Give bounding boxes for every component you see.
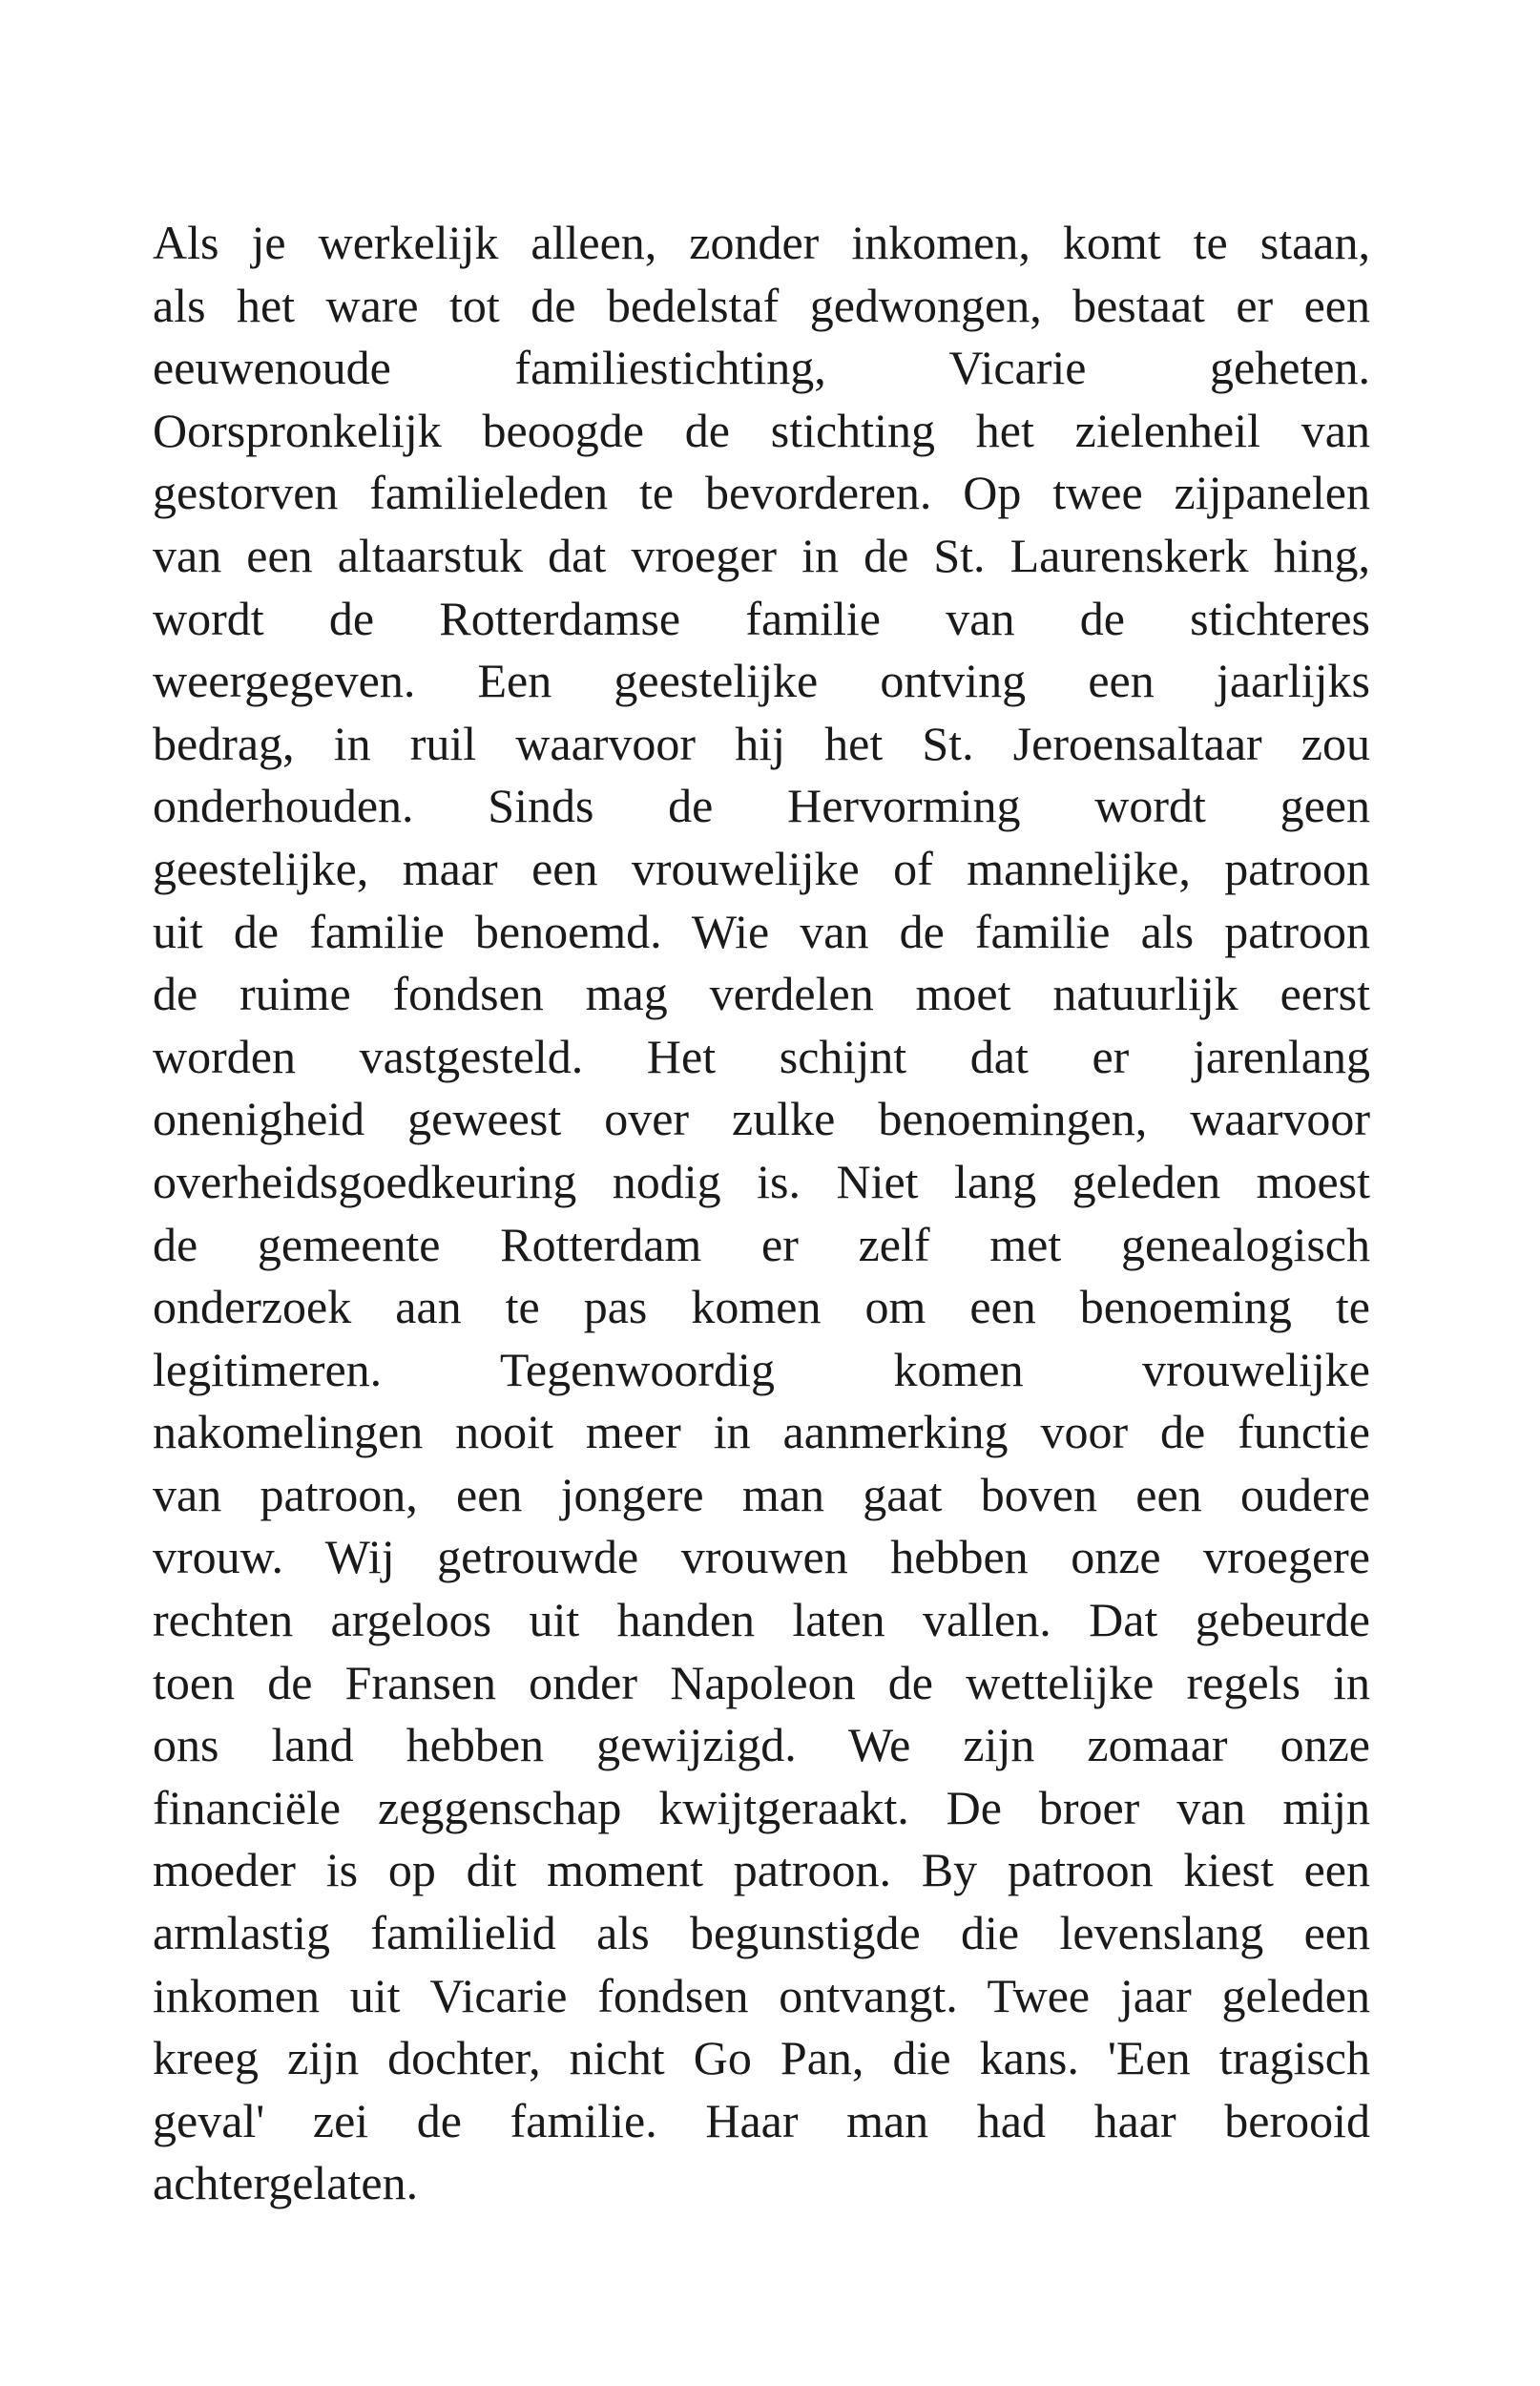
text-line: achtergelaten. <box>153 2156 419 2210</box>
text-line: onenigheid geweest over zulke benoemingen, waarvoor <box>153 1092 1370 1146</box>
text-line: vrouw. Wij getrouwde vrouwen hebben onze vroegere <box>153 1530 1370 1584</box>
text-line: financiële zeggenschap kwijtgeraakt. De broer van mijn <box>153 1780 1370 1834</box>
text-line: moeder is op dit moment patroon. By patroon kiest een <box>153 1843 1370 1897</box>
text-line: wordt de Rotterdamse familie van de stichteres <box>153 591 1370 645</box>
text-line: gestorven familieleden te bevorderen. Op twee zijpanelen <box>153 466 1370 520</box>
text-line: inkomen uit Vicarie fondsen ontvangt. Twee jaar geleden <box>153 1968 1370 2022</box>
text-line: geval' zei de familie. Haar man had haar berooid <box>153 2093 1370 2147</box>
text-line: onderhouden. Sinds de Hervorming wordt geen <box>153 779 1370 833</box>
text-line: van patroon, een jongere man gaat boven een oudere <box>153 1467 1370 1521</box>
text-line: weergegeven. Een geestelijke ontving een jaarlijks <box>153 654 1370 708</box>
text-line: geestelijke, maar een vrouwelijke of mannelijke, patroon <box>153 841 1370 895</box>
text-line: worden vastgesteld. Het schijnt dat er jarenlang <box>153 1029 1370 1083</box>
text-line: armlastig familielid als begunstigde die levenslang een <box>153 1906 1370 1960</box>
text-line: overheidsgoedkeuring nodig is. Niet lang geleden moest <box>153 1154 1370 1208</box>
text-line: legitimeren. Tegenwoordig komen vrouwelijke <box>153 1342 1370 1396</box>
text-line: bedrag, in ruil waarvoor hij het St. Jeroensaltaar zou <box>153 716 1370 770</box>
text-line: eeuwenoude familiestichting, Vicarie geheten. <box>153 341 1370 395</box>
text-line: rechten argeloos uit handen laten vallen. Dat gebeurde <box>153 1593 1370 1647</box>
text-line: van een altaarstuk dat vroeger in de St. Laurenskerk hing, <box>153 528 1370 582</box>
text-line: als het ware tot de bedelstaf gedwongen, bestaat er een <box>153 278 1370 332</box>
text-line: onderzoek aan te pas komen om een benoeming te <box>153 1280 1370 1334</box>
text-line: ons land hebben gewijzigd. We zijn zomaar onze <box>153 1718 1370 1772</box>
text-line: toen de Fransen onder Napoleon de wettelijke regels in <box>153 1655 1370 1709</box>
text-line: kreeg zijn dochter, nicht Go Pan, die kans. 'Een tragisch <box>153 2031 1370 2085</box>
body-paragraph <box>153 212 1370 2215</box>
text-line: Als je werkelijk alleen, zonder inkomen, komt te staan, <box>153 216 1370 269</box>
text-line: de ruime fondsen mag verdelen moet natuurlijk eerst <box>153 967 1370 1021</box>
text-line: nakomelingen nooit meer in aanmerking voor de functie <box>153 1405 1370 1459</box>
text-line: Oorspronkelijk beoogde de stichting het zielenheil van <box>153 403 1370 457</box>
text-line: de gemeente Rotterdam er zelf met genealogisch <box>153 1217 1370 1271</box>
text-line: uit de familie benoemd. Wie van de familie als patroon <box>153 904 1370 958</box>
